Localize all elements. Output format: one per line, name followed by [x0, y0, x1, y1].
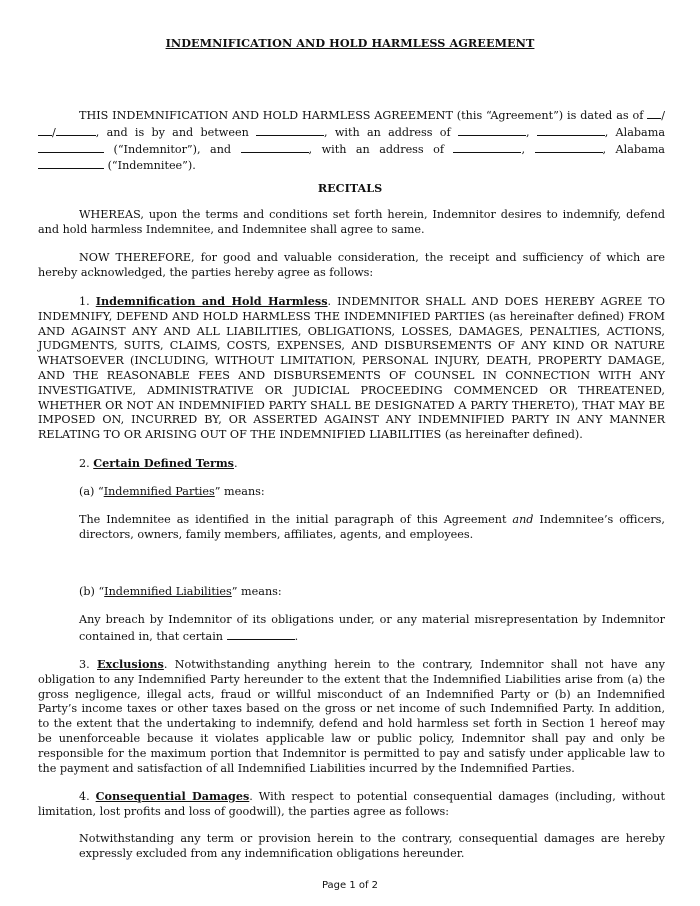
section-3-heading: Exclusions: [97, 657, 164, 671]
intro-text-1: THIS INDEMNIFICATION AND HOLD HARMLESS AGREEMENT (this “Agreement”) is dated as of: [79, 109, 644, 122]
section-2-number: 2.: [79, 457, 90, 470]
section-3-paragraph: [38, 657, 665, 776]
definition-b-end: .: [294, 629, 299, 643]
intro-paragraph: THIS INDEMNIFICATION AND HOLD HARMLESS AGREEMENT (this “Agreement”) is dated as of // , and is by and between , with an address of , , Alabama (“Indemnitor”), and , with an address of , , Alabama (“Indemnitee”).: [38, 107, 665, 174]
section-4-paragraph: [38, 789, 665, 820]
section-1-number: 1.: [79, 295, 90, 308]
section-1-text: . INDEMNITOR SHALL AND DOES HEREBY AGREE TO INDEMNIFY, DEFEND AND HOLD HARMLESS THE INDEMNIFIED PARTIES (as hereinafter defined) FROM AND AGAINST ANY AND ALL LIABILITIES, OBLIGATIONS, LOSSES, DAMAGES, PENALTIES, ACTIONS, JUDGMENTS, SUITS, CLAIMS, COSTS, EXPENSES, AND DISBURSEMENTS OF ANY KIND OR NATURE WHATSOEVER (INCLUDING, WITHOUT LIMITATION, PERSONAL INJURY, DEATH, PROPERTY DAMAGE, AND THE REASONABLE FEES AND DISBURSEMENTS OF COUNSEL IN CONNECTION WITH ANY INVESTIGATIVE, ADMINISTRATIVE OR JUDICIAL PROCEEDING COMMENCED OR THREATENED, WHETHER OR NOT AN INDEMNIFIED PARTY SHALL BE DESIGNATED A PARTY THERETO), THAT MAY BE IMPOSED ON, INCURRED BY, OR ASSERTED AGAINST ANY INDEMNIFIED PARTY IN ANY MANNER RELATING TO OR ARISING OUT OF THE INDEMNIFIED LIABILITIES (as hereinafter defined).: [38, 295, 666, 442]
definition-a-prefix: (a) “: [79, 485, 104, 498]
intro-text-4: , Alabama: [604, 125, 665, 139]
intro-text-7: , Alabama: [602, 142, 665, 156]
definition-a-term: Indemnified Parties: [103, 485, 215, 498]
intro-text-5: (“Indemnitor”), and: [113, 142, 232, 156]
definition-a-label: [79, 485, 665, 500]
definition-a-text-start: The Indemnitee as identified in the initial paragraph of this Agreement: [79, 513, 507, 526]
definition-a-suffix: ” means:: [214, 485, 265, 498]
indemnitor-city-blank[interactable]: [537, 124, 605, 136]
intro-text-8: (“Indemnitee”).: [107, 159, 196, 173]
definition-b-text-body: Any breach by Indemnitor of its obligations under, or any material misrepresentation by Indemnitor contained in, that certain: [79, 613, 665, 643]
agreement-name-blank[interactable]: [227, 628, 295, 640]
definition-b-term: Indemnified Liabilities: [104, 585, 232, 598]
section-3-number: 3.: [79, 658, 90, 671]
definition-a-text-end: Indemnitee’s officers, directors, owners, family members, affiliates, agents, and employees.: [79, 513, 665, 541]
recitals-heading: RECITALS: [317, 181, 383, 195]
indemnitor-zip-blank[interactable]: [38, 141, 104, 153]
indemnitee-name-blank[interactable]: [241, 141, 309, 153]
section-1-heading: Indemnification and Hold Harmless: [95, 294, 328, 308]
indemnitee-address-blank[interactable]: [453, 141, 521, 153]
definition-b-text: [79, 613, 665, 645]
section-4-subparagraph: Notwithstanding any term or provision herein to the contrary, consequential damages are hereby expressly excluded from any indemnification obligations hereunder.: [79, 832, 665, 860]
intro-text-3: , with an address of: [324, 125, 451, 139]
date-year-blank[interactable]: [56, 124, 96, 136]
indemnitor-name-blank[interactable]: [256, 124, 324, 136]
section-4-text: . With respect to potential consequential damages (including, without limitation, lost profits and loss of goodwill), the parties agree as follows:: [38, 790, 665, 818]
section-4-number: 4.: [79, 790, 90, 803]
definition-b-prefix: (b) “: [79, 585, 105, 598]
definition-a-and: and: [512, 513, 534, 526]
indemnitee-zip-blank[interactable]: [38, 157, 104, 169]
section-1-paragraph: [38, 294, 665, 443]
intro-text-6: , with an address of: [308, 142, 445, 156]
section-2-paragraph: [79, 456, 665, 472]
page-number-footer: Page 1 of 2: [321, 880, 379, 891]
whereas-paragraph: WHEREAS, upon the terms and conditions set forth herein, Indemnitor desires to indemnify, defend and hold harmless Indemnitee, and Indemnitee shall agree to same.: [38, 208, 665, 236]
now-therefore-paragraph: NOW THEREFORE, for good and valuable consideration, the receipt and sufficiency of which are hereby acknowledged, the parties hereby agree as follows:: [38, 251, 665, 279]
section-2-heading: Certain Defined Terms: [93, 456, 234, 470]
date-day-blank[interactable]: [38, 124, 52, 136]
definition-a-text: [79, 513, 665, 543]
date-month-blank[interactable]: [647, 107, 661, 119]
indemnitee-city-blank[interactable]: [535, 141, 603, 153]
definition-b-suffix: ” means:: [231, 585, 282, 598]
section-2-period: .: [233, 457, 238, 470]
intro-text-2: , and is by and between: [95, 125, 249, 139]
section-3-text: . Notwithstanding anything herein to the contrary, Indemnitor shall not have any obligation to any Indemnified Party hereunder to the extent that the Indemnified Liabilities arise from (a) the gross negligence, illegal acts, fraud or willful misconduct of an Indemnified Party or (b) an Indemnified Party’s income taxes or other taxes based on the gross or net income of such Indemnified Party. In addition, to the extent that the undertaking to indemnify, defend and hold harmless set forth in Section 1 hereof may be unenforceable because it violates applicable law or public policy, Indemnitor shall pay and only be responsible for the maximum portion that Indemnitor is permitted to pay and satisfy under applicable law to the payment and satisfaction of all Indemnified Liabilities incurred by the Indemnified Parties.: [38, 658, 666, 775]
section-4-heading: Consequential Damages: [95, 789, 250, 803]
document-title: INDEMNIFICATION AND HOLD HARMLESS AGREEMENT: [165, 36, 535, 50]
indemnitor-address-blank[interactable]: [458, 124, 526, 136]
definition-b-label: [79, 585, 665, 600]
